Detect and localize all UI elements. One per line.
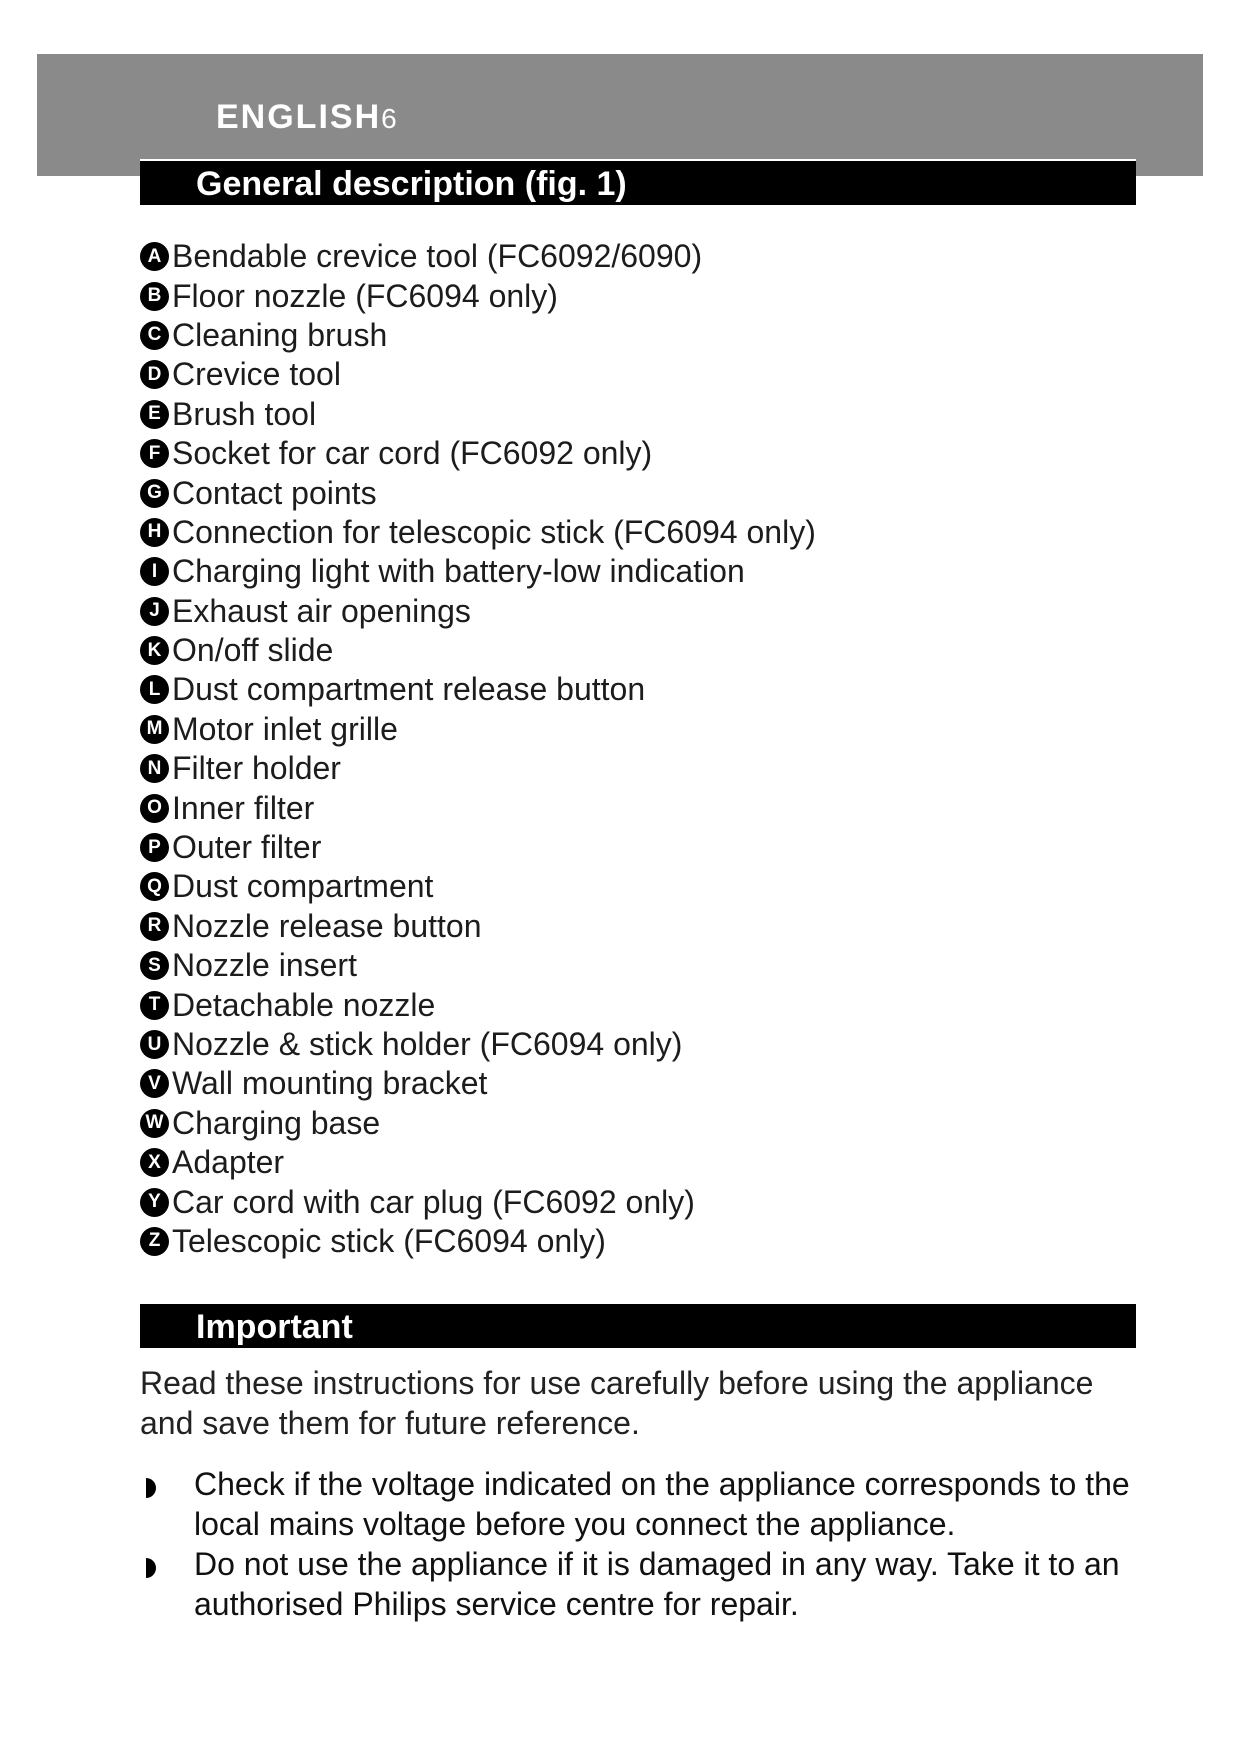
letter-g-badge-icon: G bbox=[140, 479, 169, 508]
list-item bbox=[140, 473, 816, 512]
part-label: Charging light with battery-low indication bbox=[172, 553, 745, 590]
list-item bbox=[140, 710, 816, 749]
list-item bbox=[140, 276, 816, 315]
letter-j-badge-icon: J bbox=[140, 597, 169, 626]
letter-m-badge-icon: M bbox=[140, 715, 169, 744]
list-item bbox=[140, 1464, 1140, 1544]
letter-v-badge-icon: V bbox=[140, 1069, 169, 1098]
part-label: Exhaust air openings bbox=[172, 592, 471, 629]
list-item bbox=[140, 631, 816, 670]
letter-s-badge-icon: S bbox=[140, 951, 169, 980]
part-label: Dust compartment bbox=[172, 868, 434, 905]
part-label: Nozzle insert bbox=[172, 947, 357, 984]
list-item bbox=[140, 828, 816, 867]
part-label: Nozzle release button bbox=[172, 907, 482, 944]
language-label: ENGLISH bbox=[216, 98, 382, 136]
part-label: Bendable crevice tool (FC6092/6090) bbox=[172, 238, 703, 275]
letter-e-badge-icon: E bbox=[140, 400, 169, 429]
list-item bbox=[140, 1025, 816, 1064]
part-label: Crevice tool bbox=[172, 356, 341, 393]
page-number: 6 bbox=[381, 103, 397, 134]
list-item bbox=[140, 788, 816, 827]
list-item bbox=[140, 592, 816, 631]
letter-z-badge-icon: Z bbox=[140, 1227, 169, 1256]
letter-n-badge-icon: N bbox=[140, 754, 169, 783]
part-label: Connection for telescopic stick (FC6094 only) bbox=[172, 513, 816, 550]
important-intro: Read these instructions for use carefully before using the appliance and save them for future reference. bbox=[140, 1365, 1094, 1441]
list-item bbox=[140, 1064, 816, 1103]
list-item bbox=[140, 867, 816, 906]
letter-t-badge-icon: T bbox=[140, 991, 169, 1020]
part-label: Cleaning brush bbox=[172, 316, 388, 353]
list-item bbox=[140, 1143, 816, 1182]
letter-p-badge-icon: P bbox=[140, 833, 169, 862]
list-item bbox=[140, 513, 816, 552]
list-item bbox=[140, 355, 816, 394]
list-item bbox=[140, 316, 816, 355]
warning-text: Check if the voltage indicated on the appliance corresponds to the local mains voltage before you connect the appliance. bbox=[194, 1466, 1130, 1542]
part-label: Detachable nozzle bbox=[172, 986, 436, 1023]
part-label: Wall mounting bracket bbox=[172, 1065, 488, 1102]
header-band bbox=[37, 54, 1203, 176]
part-label: On/off slide bbox=[172, 632, 334, 669]
warning-list bbox=[140, 1464, 1140, 1624]
list-item bbox=[140, 434, 816, 473]
language-heading bbox=[216, 98, 397, 137]
letter-u-badge-icon: U bbox=[140, 1030, 169, 1059]
part-label: Brush tool bbox=[172, 395, 317, 432]
letter-h-badge-icon: H bbox=[140, 518, 169, 547]
part-label: Socket for car cord (FC6092 only) bbox=[172, 435, 653, 472]
part-label: Car cord with car plug (FC6092 only) bbox=[172, 1183, 695, 1220]
list-item bbox=[140, 985, 816, 1024]
part-label: Filter holder bbox=[172, 750, 341, 787]
list-item bbox=[140, 237, 816, 276]
list-item bbox=[140, 749, 816, 788]
list-item bbox=[140, 395, 816, 434]
half-circle-bullet-icon bbox=[146, 1558, 156, 1578]
letter-b-badge-icon: B bbox=[140, 282, 169, 311]
letter-o-badge-icon: O bbox=[140, 794, 169, 823]
letter-f-badge-icon: F bbox=[140, 439, 169, 468]
letter-i-badge-icon: I bbox=[140, 557, 169, 586]
part-label: Inner filter bbox=[172, 789, 315, 826]
letter-l-badge-icon: L bbox=[140, 675, 169, 704]
part-label: Outer filter bbox=[172, 829, 322, 866]
part-label: Floor nozzle (FC6094 only) bbox=[172, 277, 558, 314]
list-item bbox=[140, 946, 816, 985]
letter-k-badge-icon: K bbox=[140, 636, 169, 665]
part-label: Adapter bbox=[172, 1144, 285, 1181]
part-label: Nozzle & stick holder (FC6094 only) bbox=[172, 1026, 683, 1062]
list-item bbox=[140, 907, 816, 946]
parts-list bbox=[140, 237, 816, 1261]
letter-q-badge-icon: Q bbox=[140, 872, 169, 901]
letter-x-badge-icon: X bbox=[140, 1148, 169, 1177]
general-description-title: General description (fig. 1) bbox=[140, 159, 1136, 205]
list-item bbox=[140, 1104, 816, 1143]
list-item bbox=[140, 552, 816, 591]
half-circle-bullet-icon bbox=[146, 1478, 156, 1498]
warning-text: Do not use the appliance if it is damaged in any way. Take it to an authorised Philips service centre for repair. bbox=[194, 1546, 1120, 1622]
list-item bbox=[140, 1182, 816, 1221]
letter-r-badge-icon: R bbox=[140, 912, 169, 941]
letter-c-badge-icon: C bbox=[140, 321, 169, 350]
part-label: Dust compartment release button bbox=[172, 671, 646, 708]
part-label: Contact points bbox=[172, 474, 377, 511]
letter-a-badge-icon: A bbox=[140, 242, 169, 271]
list-item bbox=[140, 1222, 816, 1261]
list-item bbox=[140, 670, 816, 709]
part-label: Charging base bbox=[172, 1104, 381, 1141]
part-label: Motor inlet grille bbox=[172, 710, 398, 747]
list-item bbox=[140, 1544, 1140, 1624]
part-label: Telescopic stick (FC6094 only) bbox=[172, 1222, 606, 1259]
letter-d-badge-icon: D bbox=[140, 360, 169, 389]
letter-y-badge-icon: Y bbox=[140, 1188, 169, 1217]
important-title: Important bbox=[140, 1302, 1136, 1348]
letter-w-badge-icon: W bbox=[140, 1109, 169, 1138]
